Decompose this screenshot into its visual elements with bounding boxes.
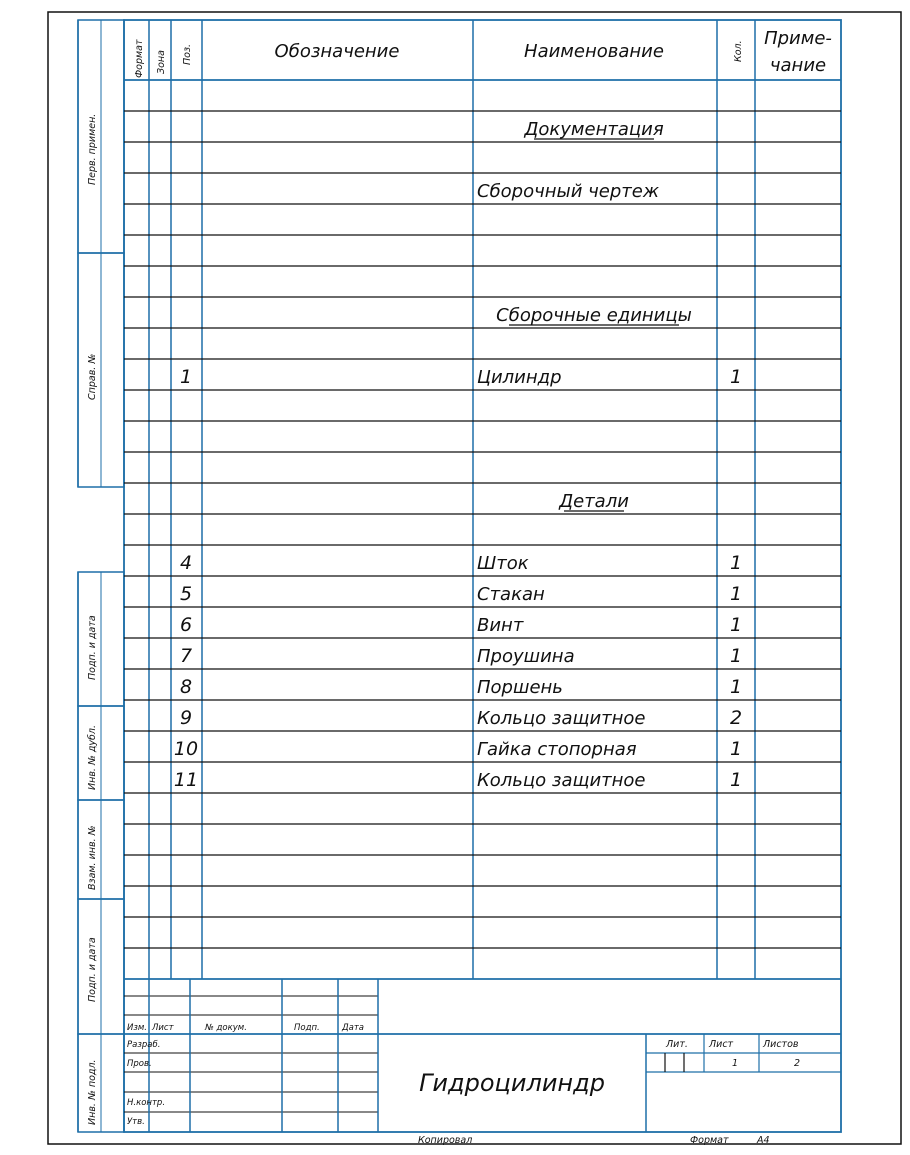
row-qty: 1	[729, 738, 743, 760]
row-pos: 11	[173, 769, 199, 791]
header-zone: Зона	[156, 50, 167, 74]
tb-col-list: Лист	[152, 1023, 174, 1033]
tb-col-izm: Изм.	[127, 1023, 147, 1033]
row-qty: 1	[729, 614, 743, 636]
tb-role-utv: Утв.	[127, 1117, 145, 1127]
row-pos: 9	[179, 707, 193, 729]
section-heading: Документация	[524, 119, 664, 140]
section-heading: Сборочные единицы	[496, 305, 692, 326]
row-qty: 2	[729, 707, 743, 729]
tb-title: Гидроцилиндр	[419, 1069, 605, 1097]
header-note-line2: чание	[769, 55, 827, 76]
tb-sheet-value: 1	[731, 1058, 739, 1069]
page-border	[48, 12, 901, 1144]
tb-role-prov: Пров.	[127, 1059, 152, 1069]
row-qty: 1	[729, 583, 743, 605]
header-note-line1: Приме-	[764, 28, 832, 49]
footer-format-label: Формат	[690, 1135, 729, 1146]
row-qty: 1	[729, 769, 743, 791]
tb-sheets-label: Листов	[763, 1039, 799, 1050]
margin-perv-primen: Перв. примен.	[87, 113, 98, 185]
header-pos: Поз.	[182, 43, 193, 65]
row-name: Проушина	[477, 646, 575, 667]
row-pos: 8	[179, 676, 193, 698]
row-name: Кольцо защитное	[477, 770, 646, 791]
row-name: Винт	[477, 615, 524, 636]
row-name: Стакан	[477, 584, 545, 605]
tb-role-razrab: Разраб.	[127, 1040, 161, 1050]
row-name: Поршень	[477, 677, 563, 698]
header-designation: Обозначение	[274, 41, 400, 62]
row-name: Цилиндр	[477, 367, 562, 388]
margin-inv-podl: Инв. № подл.	[87, 1059, 98, 1125]
table-rows	[174, 119, 742, 791]
row-qty: 1	[729, 676, 743, 698]
margin-vzam-inv: Взам. инв. №	[87, 825, 98, 890]
row-pos: 10	[173, 738, 199, 760]
tb-col-data: Дата	[342, 1023, 365, 1033]
footer-format-value: А4	[757, 1135, 770, 1146]
row-name: Гайка стопорная	[477, 739, 637, 760]
margin-podp-data-1: Подп. и дата	[87, 615, 98, 680]
row-pos: 4	[179, 552, 193, 574]
row-pos: 5	[179, 583, 193, 605]
tb-sheet-label: Лист	[709, 1039, 734, 1050]
row-qty: 1	[729, 366, 743, 388]
tb-col-podp: Подп.	[294, 1023, 320, 1033]
tb-col-no-dokum: № докум.	[205, 1023, 247, 1033]
row-pos: 7	[179, 645, 193, 667]
footer-copied: Копировал	[418, 1135, 473, 1146]
table-grid	[78, 20, 841, 1132]
margin-sprav-no: Справ. №	[87, 353, 98, 400]
header-name: Наименование	[524, 41, 664, 62]
margin-podp-data-2: Подп. и дата	[87, 937, 98, 1002]
row-name: Сборочный чертеж	[477, 181, 660, 202]
section-heading: Детали	[559, 491, 629, 512]
header-qty: Кол.	[733, 40, 744, 62]
tb-role-n-kontr: Н.контр.	[127, 1098, 166, 1108]
tb-sheets-value: 2	[793, 1058, 801, 1069]
row-name: Кольцо защитное	[477, 708, 646, 729]
row-name: Шток	[477, 553, 529, 574]
row-pos: 6	[179, 614, 193, 636]
margin-inv-dubl: Инв. № дубл.	[87, 725, 98, 790]
tb-lit-label: Лит.	[666, 1039, 688, 1050]
row-qty: 1	[729, 552, 743, 574]
row-pos: 1	[179, 366, 193, 388]
row-qty: 1	[729, 645, 743, 667]
header-format: Формат	[134, 39, 145, 78]
